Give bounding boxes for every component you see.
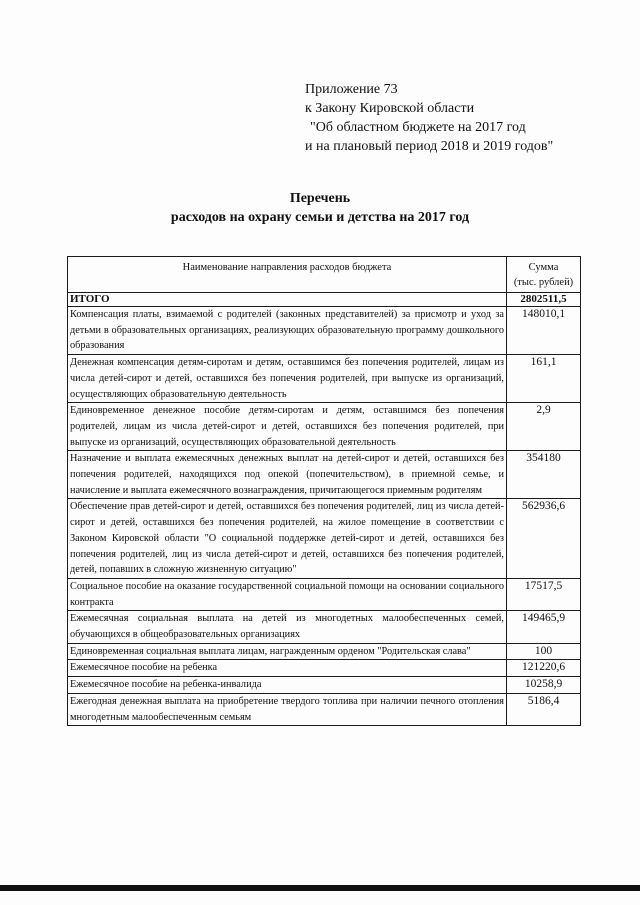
row-sum: 10258,9 xyxy=(507,677,581,694)
row-sum: 161,1 xyxy=(507,355,581,403)
appendix-line-1: Приложение 73 xyxy=(305,82,398,97)
document-title xyxy=(0,189,640,227)
row-name: Социальное пособие на оказание государственной социальной помощи на основании социального контракта xyxy=(68,578,507,610)
row-name: Ежегодная денежная выплата на приобретение твердого топлива при наличии печного отопления многодетным малообеспеченным семьям xyxy=(68,693,507,725)
row-sum: 5186,4 xyxy=(507,693,581,725)
total-row xyxy=(68,293,581,307)
table-row xyxy=(68,578,581,610)
header-sum-line-1: Сумма xyxy=(528,262,559,273)
total-label: ИТОГО xyxy=(68,293,507,307)
row-name: Единовременное денежное пособие детям-сиротам и детям, оставшимся без попечения родителей, лицам из числа детей-сирот и детей, оставшихся без попечения родителей, при выпуске из организаций, осуществляющих образовательной деятельность xyxy=(68,403,507,451)
row-sum: 17517,5 xyxy=(507,578,581,610)
expenses-table xyxy=(67,256,581,726)
table-header-row xyxy=(68,257,581,293)
total-value: 2802511,5 xyxy=(507,293,581,307)
header-sum-line-2: (тыс. рублей) xyxy=(513,277,574,288)
row-sum: 149465,9 xyxy=(507,611,581,643)
page-bottom-rule xyxy=(0,885,640,891)
row-name: Компенсация платы, взимаемой с родителей (законных представителей) за присмотр и уход за детьми в образовательных организациях, реализующих образовательную программу дошкольного образования xyxy=(68,307,507,355)
appendix-line-2: к Закону Кировской области xyxy=(305,101,475,116)
table-row xyxy=(68,451,581,499)
row-sum: 562936,6 xyxy=(507,499,581,579)
row-sum: 2,9 xyxy=(507,403,581,451)
header-sum-cell xyxy=(507,257,581,293)
row-sum: 121220,6 xyxy=(507,660,581,677)
row-name: Ежемесячное пособие на ребенка xyxy=(68,660,507,677)
title-line-1: Перечень xyxy=(289,191,351,206)
row-name: Единовременная социальная выплата лицам, награжденным орденом "Родительская слава" xyxy=(68,643,507,660)
table-row xyxy=(68,355,581,403)
table-row xyxy=(68,643,581,660)
table-row xyxy=(68,307,581,355)
row-name: Ежемесячное пособие на ребенка-инвалида xyxy=(68,677,507,694)
row-sum: 148010,1 xyxy=(507,307,581,355)
row-name: Обеспечение прав детей-сирот и детей, оставшихся без попечения родителей, лиц из числа детей-сирот и детей, оставшихся без попечения родителей, на жилое помещение в соответствии с Законом Кировской области "О социальной поддержке детей-сирот и детей, оставшихся без попечения родителей, лиц из числа детей-сирот и детей, оставшихся без попечения родителей, детей, попавших в сложную жизненную ситуацию" xyxy=(68,499,507,579)
table-row xyxy=(68,499,581,579)
appendix-header xyxy=(305,80,553,156)
appendix-line-4: и на плановый период 2018 и 2019 годов" xyxy=(305,139,554,154)
row-name: Назначение и выплата ежемесячных денежных выплат на детей-сирот и детей, оставшихся без попечения родителей, находящихся под опекой (попечительством), в приемной семье, и начисление и выплата ежемесячного вознаграждения, причитающегося приемным родителям xyxy=(68,451,507,499)
title-line-2: расходов на охрану семьи и детства на 2017 год xyxy=(170,210,470,225)
row-name: Ежемесячная социальная выплата на детей из многодетных малообеспеченных семей, обучающихся в общеобразовательных организациях xyxy=(68,611,507,643)
table-row xyxy=(68,403,581,451)
row-sum: 100 xyxy=(507,643,581,660)
row-name: Денежная компенсация детям-сиротам и детям, оставшимся без попечения родителей, лицам из числа детей-сирот и детей, оставшихся без попечения родителей, при выпуске из организаций, осуществляющих образовательную деятельность xyxy=(68,355,507,403)
appendix-line-3: "Об областном бюджете на 2017 год xyxy=(310,120,526,135)
table-row xyxy=(68,611,581,643)
table-row xyxy=(68,693,581,725)
table-row xyxy=(68,677,581,694)
row-sum: 354180 xyxy=(507,451,581,499)
header-name-cell: Наименование направления расходов бюджета xyxy=(68,257,507,293)
table-row xyxy=(68,660,581,677)
